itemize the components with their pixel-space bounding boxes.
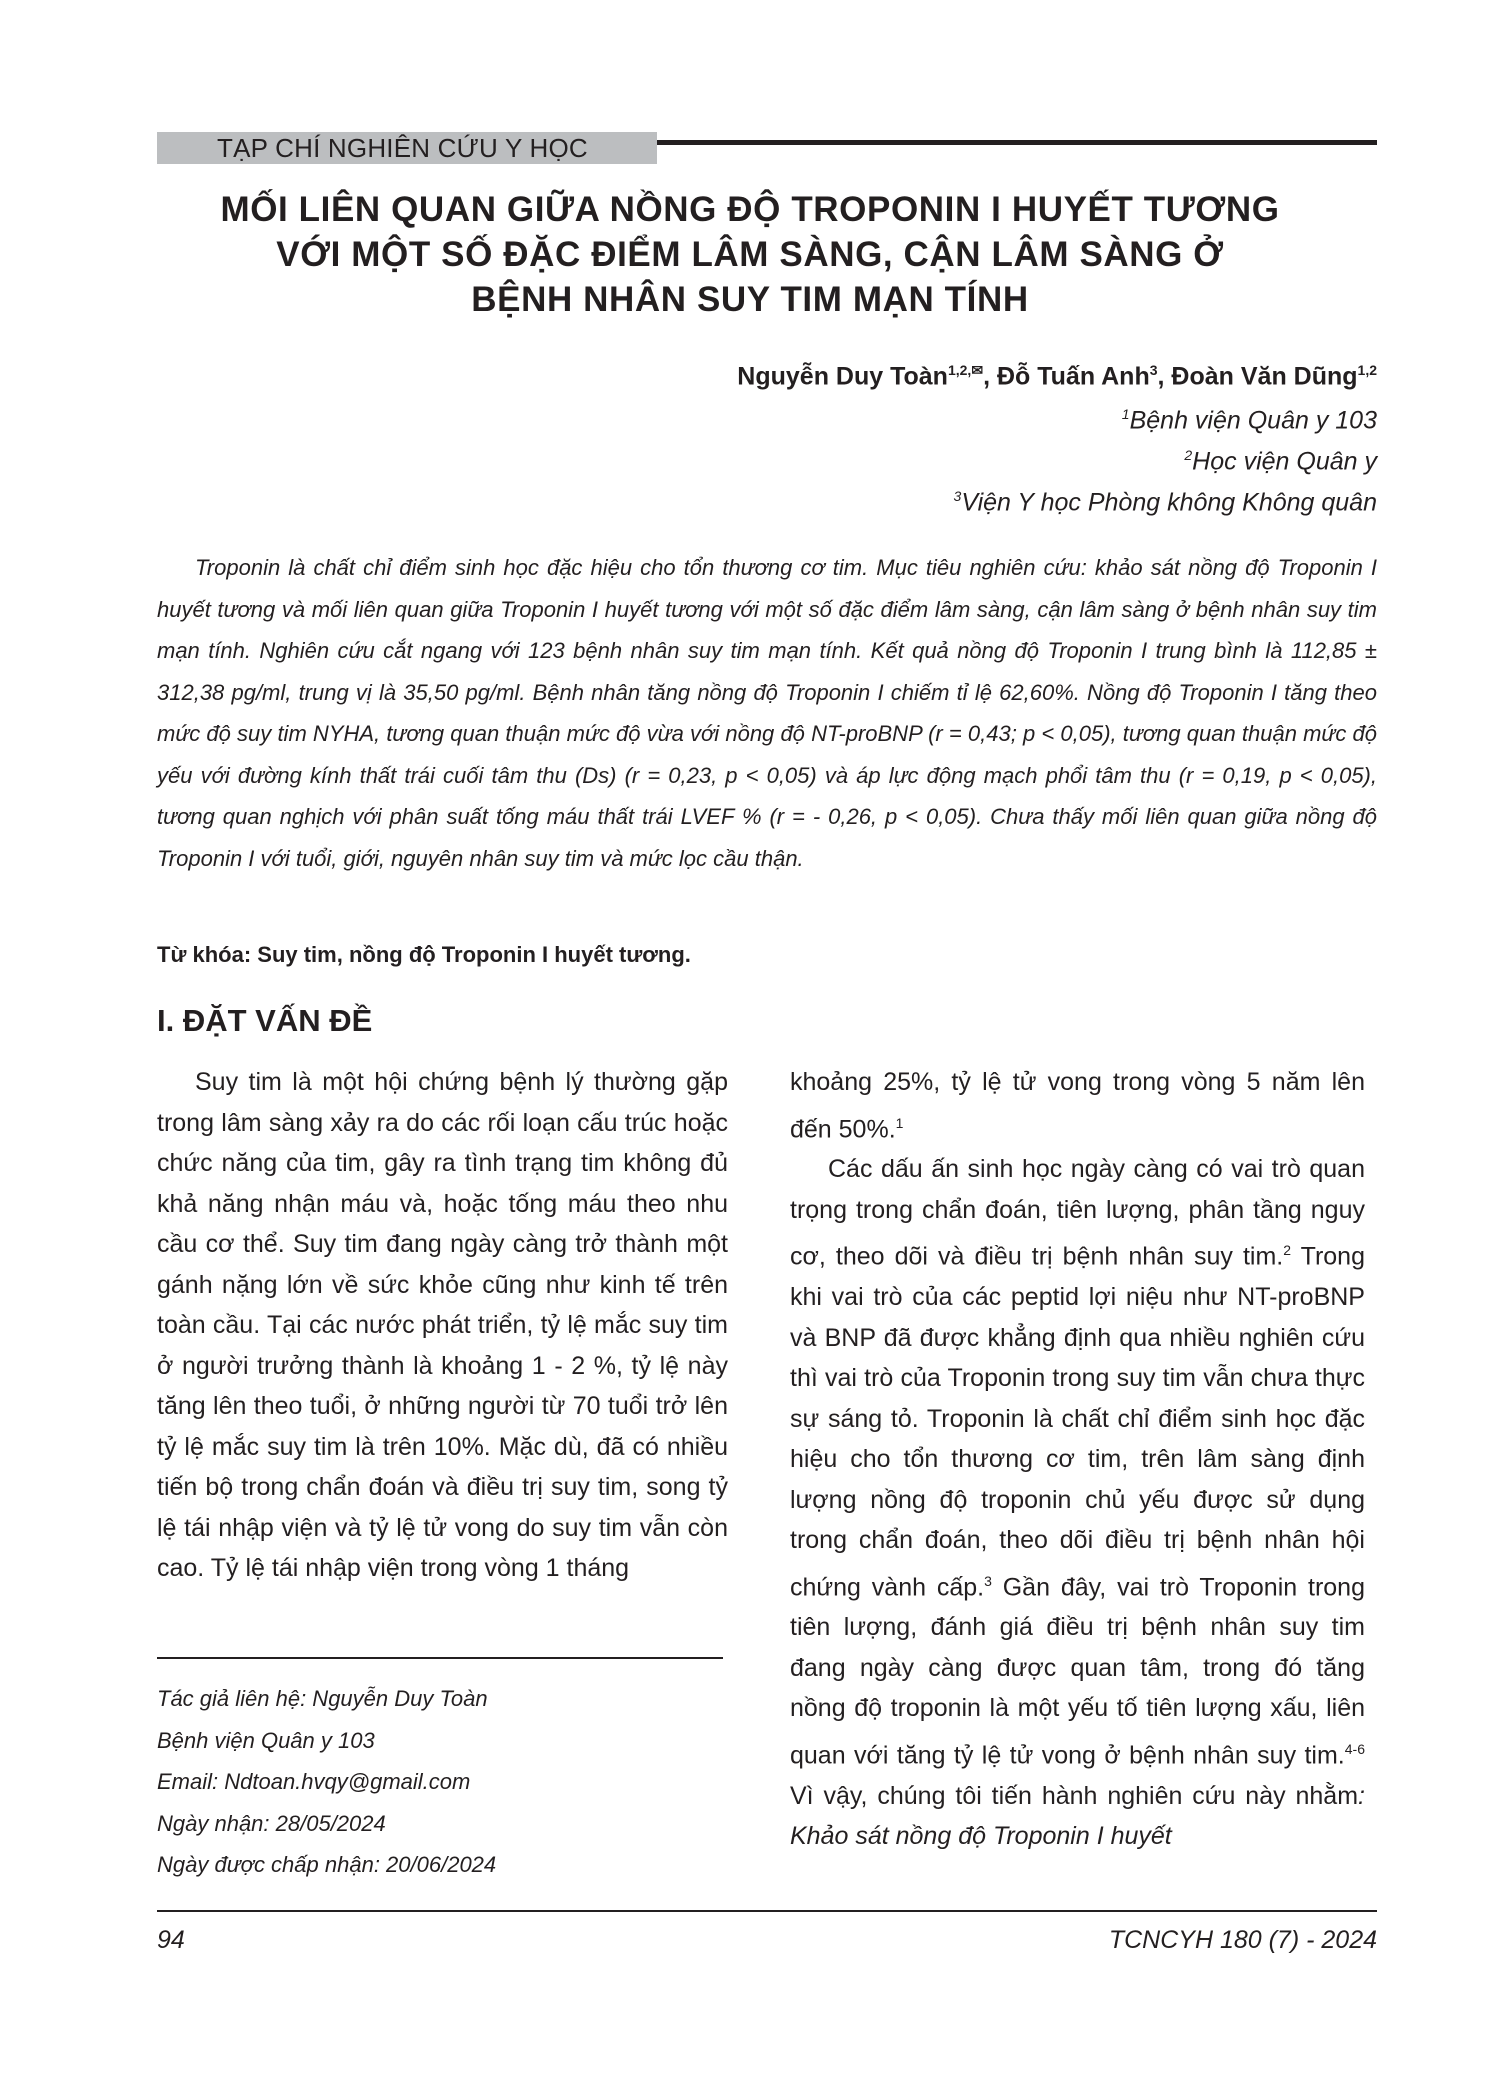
author-affil-sup: 1,2,✉ (947, 362, 984, 378)
abstract: Troponin là chất chỉ điểm sinh học đặc hiệu cho tổn thương cơ tim. Mục tiêu nghiên cứu: khảo sát nồng độ Troponin I huyết tương và mối liên quan giữa Troponin I huyết tương với một số đặc điểm lâm sàng, cận lâm sàng ở bệnh nhân suy tim mạn tính. Nghiên cứu cắt ngang với 123 bệnh nhân suy tim mạn tính. Kết quả nồng độ Troponin I trung bình là 112,85 ± 312,38 pg/ml, trung vị là 35,50 pg/ml. Bệnh nhân tăng nồng độ Troponin I chiếm tỉ lệ 62,60%. Nồng độ Troponin I tăng theo mức độ suy tim NYHA, tương quan thuận mức độ vừa với nồng độ NT-proBNP (r = 0,43; p < 0,05), tương quan thuận mức độ yếu với đường kính thất trái cuối tâm thu (Ds) (r = 0,23, p < 0,05) và áp lực động mạch phổi tâm thu (r = 0,19, p < 0,05), tương quan nghịch với phân suất tống máu thất trái LVEF % (r = - 0,26, p < 0,05). Chưa thấy mối liên quan giữa nồng độ Troponin I với tuổi, giới, nguyên nhân suy tim và mức lọc cầu thận. (157, 555, 1377, 871)
affiliation (1184, 447, 1377, 476)
citation-ref: 4-6 (1344, 1740, 1365, 1757)
affiliation-text: Học viện Quân y (1192, 447, 1377, 476)
accepted-date: Ngày được chấp nhận: 20/06/2024 (157, 1852, 497, 1877)
objective-italic: : Khảo sát nồng độ Troponin I huyết (790, 1781, 1365, 1851)
paragraph-text: Trong khi vai trò của các peptid lợi niệu như NT-proBNP và BNP đã được khẳng định qua nhiều nghiên cứu thì vai trò của Troponin trong suy tim vẫn chưa thực sự sáng tỏ. Troponin là chất chỉ điểm sinh học đặc hiệu cho tổn thương cơ tim, trên lâm sàng định lượng nồng độ troponin chủ yếu được sử dụng trong chẩn đoán, theo dõi điều trị bệnh nhân hội chứng vành cấp. (790, 1242, 1365, 1601)
article-title (130, 187, 1370, 322)
body-paragraph: Suy tim là một hội chứng bệnh lý thường gặp trong lâm sàng xảy ra do các rối loạn cấu trúc hoặc chức năng của tim, gây ra tình trạng tim không đủ khả năng nhận máu và, hoặc tống máu theo nhu cầu cơ thể. Suy tim đang ngày càng trở thành một gánh nặng lớn về sức khỏe cũng như kinh tế trên toàn cầu. Tại các nước phát triển, tỷ lệ mắc suy tim ở người trưởng thành là khoảng 1 - 2 %, tỷ lệ này tăng lên theo tuổi, ở những người từ 70 tuổi trở lên tỷ lệ mắc suy tim là trên 10%. Mặc dù, đã có nhiều tiến bộ trong chẩn đoán và điều trị suy tim, song tỷ lệ tái nhập viện và tỷ lệ tử vong do suy tim vẫn còn cao. Tỷ lệ tái nhập viện trong vòng 1 tháng (157, 1068, 728, 1582)
citation-ref: 1 (895, 1114, 904, 1131)
author-list: Nguyễn Duy Toàn$^{1,2,✉}$, Đỗ Tuấn Anh$^3$, Đoàn Văn Dũng$^{1,2}$ (737, 362, 1377, 391)
right-column (790, 1062, 1365, 1857)
paragraph-text: Gần đây, vai trò Troponin trong tiên lượng, đánh giá điều trị bệnh nhân suy tim đang ngày càng được quan tâm, trong đó tăng nồng độ troponin là một yếu tố tiên lượng xấu, liên quan với tăng tỷ lệ tử vong ở bệnh nhân suy tim. (790, 1572, 1365, 1770)
paragraph-text: Các dấu ấn sinh học ngày càng có vai trò quan trọng trong chẩn đoán, tiên lượng, phân tầng nguy cơ, theo dõi và điều trị bệnh nhân suy tim. (790, 1155, 1365, 1271)
body-paragraph (790, 1062, 1365, 1149)
affiliation-sup: 1 (1121, 406, 1130, 422)
paragraph-text: Vì vậy, chúng tôi tiến hành nghiên cứu này nhằm (790, 1781, 1359, 1810)
journal-name: TẠP CHÍ NGHIÊN CỨU Y HỌC (157, 132, 657, 164)
footnote (157, 1678, 496, 1886)
footer-journal: TCNCYH 180 (7) - 2024 (1108, 1926, 1377, 1954)
paragraph-text: khoảng 25%, tỷ lệ tử vong trong vòng 5 năm lên đến 50%. (790, 1068, 1365, 1143)
author-name: Nguyễn Duy Toàn (737, 362, 948, 391)
page-number: 94 (157, 1926, 185, 1954)
affiliation-sup: 2 (1184, 447, 1193, 463)
author-name: Đỗ Tuấn Anh (996, 362, 1150, 391)
affiliation-sup: 3 (953, 488, 962, 504)
footer-rule (157, 1910, 1377, 1912)
citation-ref: 2 (1283, 1242, 1292, 1259)
corresponding-email: Email: Ndtoan.hvqy@gmail.com (157, 1769, 471, 1794)
journal-header (157, 132, 1377, 164)
title-line: VỚI MỘT SỐ ĐẶC ĐIỂM LÂM SÀNG, CẬN LÂM SÀNG Ở (276, 235, 1224, 274)
left-column (157, 1062, 728, 1589)
affiliation-text: Viện Y học Phòng không Không quân (961, 488, 1377, 517)
title-line: MỐI LIÊN QUAN GIỮA NỒNG ĐỘ TROPONIN I HUYẾT TƯƠNG (220, 190, 1280, 229)
section-heading: I. ĐẶT VẤN ĐỀ (157, 1003, 373, 1038)
header-rule (657, 140, 1377, 145)
author-name: Đoàn Văn Dũng (1171, 362, 1358, 391)
received-date: Ngày nhận: 28/05/2024 (157, 1810, 386, 1836)
footnote-rule (157, 1657, 723, 1659)
corresponding-author: Tác giả liên hệ: Nguyễn Duy Toàn (157, 1686, 488, 1711)
affiliation (954, 488, 1377, 517)
author-affil-sup: 3 (1149, 362, 1158, 378)
keywords: Từ khóa: Suy tim, nồng độ Troponin I huyết tương. (157, 942, 691, 967)
title-line: BỆNH NHÂN SUY TIM MẠN TÍNH (471, 280, 1029, 319)
author-affil-sup: 1,2 (1357, 362, 1377, 378)
corresponding-affiliation: Bệnh viện Quân y 103 (157, 1727, 375, 1753)
affiliation (1122, 406, 1377, 435)
body-paragraph (790, 1149, 1365, 1856)
citation-ref: 3 (984, 1572, 992, 1589)
affiliation-text: Bệnh viện Quân y 103 (1129, 406, 1377, 435)
